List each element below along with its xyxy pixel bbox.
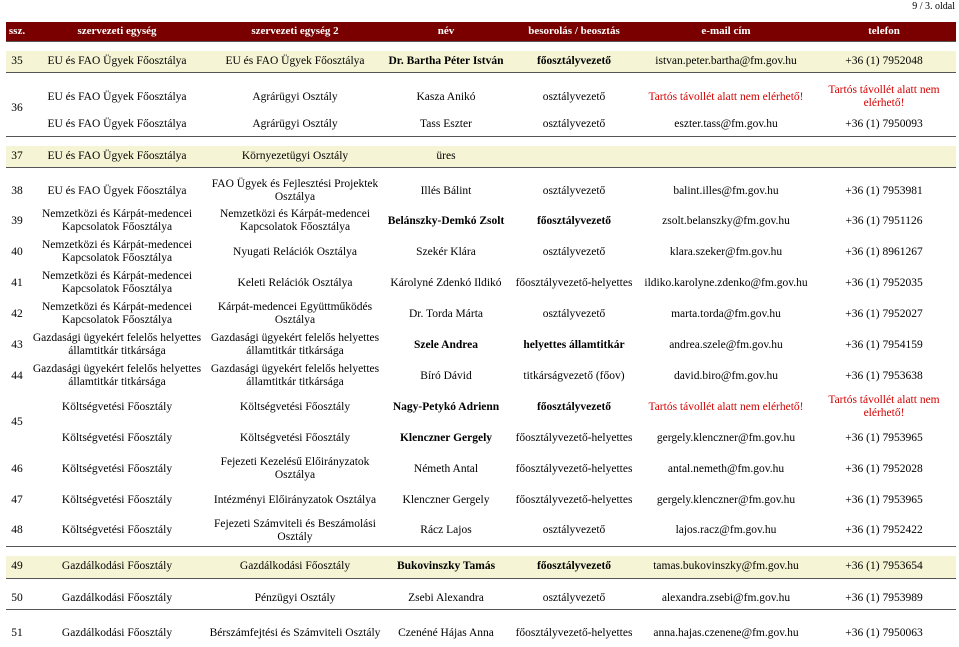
row-number: 48 (11, 524, 23, 537)
row-number: 43 (11, 338, 23, 351)
phone-cell: +36 (1) 7952422 (845, 524, 923, 537)
row-number: 47 (11, 493, 23, 506)
table-row (6, 146, 956, 167)
unit-cell: Gazdasági ügyekért felelős helyettes államtitkár titkársága (32, 363, 202, 388)
page-number: 9 / 3. oldal (912, 1, 955, 12)
unit2-cell: Nemzetközi és Kárpát-medencei Kapcsolatok Főosztálya (219, 208, 371, 233)
row-number: 39 (11, 214, 23, 227)
table-row (6, 299, 956, 330)
title-cell: osztályvezető (542, 307, 606, 320)
title-cell: osztályvezető (542, 90, 606, 103)
col-phone: telefon (812, 22, 956, 42)
unit2-cell: FAO Ügyek és Fejlesztési Projektek Osztálya (211, 178, 379, 203)
unit2-cell: Gazdasági ügyekért felelős helyettes államtitkár titkársága (210, 363, 380, 388)
phone-cell: +36 (1) 7950093 (845, 117, 923, 130)
name-cell: Zsebi Alexandra (408, 591, 484, 604)
title-cell: osztályvezető (542, 591, 606, 604)
email-cell: marta.torda@fm.gov.hu (671, 307, 781, 320)
unit-cell: Gazdálkodási Főosztály (28, 556, 206, 578)
unit2-cell: Keleti Relációk Osztálya (237, 276, 353, 289)
unit2-cell: Pénzügyi Osztály (254, 591, 336, 604)
row-number: 51 (11, 626, 23, 639)
phone-cell: +36 (1) 8961267 (845, 245, 923, 258)
phone-cell: +36 (1) 7953981 (845, 184, 923, 197)
table-header (6, 22, 956, 42)
unit2-cell: Költségvetési Főosztály (239, 400, 351, 413)
name-cell: Illés Bálint (420, 184, 472, 197)
col-title: besorolás / beosztás (508, 22, 640, 42)
unit-cell: Költségvetési Főosztály (61, 493, 173, 506)
col-ssz: ssz. (6, 22, 28, 42)
email-cell: gergely.klenczner@fm.gov.hu (656, 493, 796, 506)
name-cell: Bukovinszky Tamás (384, 556, 508, 578)
title-cell: főosztályvezető-helyettes (515, 493, 633, 506)
title-cell (508, 146, 640, 167)
col-unit2: szervezeti egység 2 (206, 22, 384, 42)
table-row (6, 454, 956, 485)
title-cell: főosztályvezető (536, 400, 612, 413)
title-cell: főosztályvezető-helyettes (515, 431, 633, 444)
row-number: 50 (11, 591, 23, 604)
phone-cell: +36 (1) 7952048 (812, 51, 956, 72)
table-row (6, 51, 956, 72)
title-cell: titkárságvezető (főov) (523, 369, 625, 382)
phone-cell: +36 (1) 7954159 (845, 338, 923, 351)
row-number: 36 (11, 102, 23, 115)
table-row (6, 556, 956, 578)
unit2-cell: Fejezeti Számviteli és Beszámolási Osztály (214, 517, 376, 543)
unit2-cell: Kárpát-medencei Együttműködés Osztálya (217, 301, 373, 326)
unit2-cell: Gazdálkodási Főosztály (206, 556, 384, 578)
col-name: név (384, 22, 508, 42)
table-row (6, 588, 956, 610)
row-number: 41 (11, 276, 23, 289)
email-cell: lajos.racz@fm.gov.hu (675, 524, 777, 537)
name-cell: Dr. Torda Márta (408, 307, 484, 320)
unit-cell: Nemzetközi és Kárpát-medencei Kapcsolatok Főosztálya (41, 301, 193, 326)
name-cell: Németh Antal (413, 462, 479, 475)
row-number: 37 (6, 146, 28, 167)
phone-cell: +36 (1) 7953654 (812, 556, 956, 578)
unit2-cell: Agrárügyi Osztály (252, 90, 338, 103)
table-row (6, 361, 956, 392)
unit-cell: Gazdálkodási Főosztály (61, 626, 173, 639)
title-cell: főosztályvezető-helyettes (515, 626, 633, 639)
row-number: 45 (11, 416, 23, 428)
unit2-cell: Agrárügyi Osztály (252, 117, 338, 130)
email-cell: istvan.peter.bartha@fm.gov.hu (640, 51, 812, 72)
title-cell: főosztályvezető-helyettes (515, 276, 633, 289)
phone-cell: +36 (1) 7953638 (845, 369, 923, 382)
phone-cell: +36 (1) 7952028 (845, 462, 923, 475)
table-row (6, 330, 956, 361)
title-cell: helyettes államtitkár (523, 338, 625, 351)
phone-cell: +36 (1) 7952027 (845, 307, 923, 320)
row-number: 49 (6, 556, 28, 578)
staff-table (6, 22, 956, 647)
phone-cell (812, 146, 956, 167)
email-cell: Tartós távollét alatt nem elérhető! (648, 400, 804, 413)
table-row (6, 82, 956, 113)
email-cell: alexandra.zsebi@fm.gov.hu (661, 591, 791, 604)
col-email: e-mail cím (640, 22, 812, 42)
unit2-cell: Környezetügyi Osztály (206, 146, 384, 167)
title-cell: osztályvezető (542, 184, 606, 197)
phone-cell: +36 (1) 7950063 (845, 626, 923, 639)
table-row (6, 619, 956, 647)
email-cell: ildiko.karolyne.zdenko@fm.gov.hu (644, 276, 808, 289)
unit-cell: EU és FAO Ügyek Főosztálya (28, 146, 206, 167)
name-cell: Rácz Lajos (420, 524, 472, 537)
row-number: 46 (11, 462, 23, 475)
unit-cell: Nemzetközi és Kárpát-medencei Kapcsolatok Főosztálya (41, 239, 193, 264)
phone-cell: +36 (1) 7953965 (845, 431, 923, 444)
phone-cell: +36 (1) 7952035 (845, 276, 923, 289)
unit-cell: EU és FAO Ügyek Főosztálya (47, 184, 187, 197)
unit-cell: EU és FAO Ügyek Főosztálya (47, 117, 187, 130)
title-cell: osztályvezető (542, 524, 606, 537)
email-cell: david.biro@fm.gov.hu (673, 369, 779, 382)
unit-cell: Nemzetközi és Kárpát-medencei Kapcsolatok Főosztálya (41, 208, 193, 233)
col-unit: szervezeti egység (28, 22, 206, 42)
name-cell: Klenczner Gergely (402, 493, 490, 506)
name-cell: Nagy-Petykó Adrienn (392, 400, 500, 413)
table-row (6, 237, 956, 268)
unit-cell: EU és FAO Ügyek Főosztálya (47, 90, 187, 103)
phone-cell: Tartós távollét alatt nem elérhető! (828, 84, 940, 109)
email-cell: antal.nemeth@fm.gov.hu (667, 462, 785, 475)
row-number: 38 (11, 184, 23, 197)
unit-cell: Költségvetési Főosztály (61, 400, 173, 413)
name-cell: Kasza Anikó (416, 90, 476, 103)
unit2-cell: Intézményi Előirányzatok Osztálya (213, 493, 377, 506)
email-cell: zsolt.belanszky@fm.gov.hu (662, 214, 790, 227)
table-row (6, 485, 956, 516)
unit2-cell: Bérszámfejtési és Számviteli Osztály (209, 626, 381, 639)
row-number: 40 (11, 245, 23, 258)
unit-cell: Gazdasági ügyekért felelős helyettes államtitkár titkársága (32, 332, 202, 357)
unit2-cell: Gazdasági ügyekért felelős helyettes államtitkár titkársága (210, 332, 380, 357)
unit2-cell: Fejezeti Kezelésű Előirányzatok Osztálya (220, 456, 370, 481)
name-cell: Tass Eszter (420, 117, 472, 130)
name-cell: Belánszky-Demkó Zsolt (387, 214, 505, 227)
unit2-cell: Költségvetési Főosztály (239, 431, 351, 444)
name-cell: Dr. Bartha Péter István (384, 51, 508, 72)
row-number: 44 (11, 369, 23, 382)
email-cell: eszter.tass@fm.gov.hu (674, 117, 778, 130)
email-cell: gergely.klenczner@fm.gov.hu (656, 431, 796, 444)
unit-cell: Nemzetközi és Kárpát-medencei Kapcsolatok Főosztálya (41, 270, 193, 295)
title-cell: főosztályvezető (536, 214, 612, 227)
unit2-cell: Nyugati Relációk Osztálya (233, 245, 357, 258)
name-cell: üres (384, 146, 508, 167)
name-cell: Bíró Dávid (420, 369, 472, 382)
email-cell (640, 146, 812, 167)
unit-cell: Költségvetési Főosztály (61, 462, 173, 475)
phone-cell: +36 (1) 7953989 (845, 591, 923, 604)
title-cell: osztályvezető (542, 117, 606, 130)
row-number: 35 (6, 51, 28, 72)
title-cell: főosztályvezető-helyettes (515, 462, 633, 475)
phone-cell: Tartós távollét alatt nem elérhető! (828, 394, 940, 419)
table-row (6, 516, 956, 547)
name-cell: Szekér Klára (416, 245, 476, 258)
email-cell: klara.szeker@fm.gov.hu (669, 245, 783, 258)
phone-cell: +36 (1) 7953965 (845, 493, 923, 506)
unit-cell: Költségvetési Főosztály (61, 431, 173, 444)
email-cell: andrea.szele@fm.gov.hu (669, 338, 783, 351)
name-cell: Szele Andrea (414, 338, 478, 351)
unit-cell: EU és FAO Ügyek Főosztálya (28, 51, 206, 72)
unit2-cell: EU és FAO Ügyek Főosztálya (206, 51, 384, 72)
name-cell: Czenéné Hájas Anna (398, 626, 494, 639)
email-cell: Tartós távollét alatt nem elérhető! (648, 90, 804, 103)
table-row (6, 177, 956, 206)
email-cell: tamas.bukovinszky@fm.gov.hu (640, 556, 812, 578)
row-number: 42 (11, 307, 23, 320)
title-cell: főosztályvezető (508, 556, 640, 578)
title-cell: osztályvezető (542, 245, 606, 258)
name-cell: Klenczner Gergely (399, 431, 493, 444)
phone-cell: +36 (1) 7951126 (845, 214, 923, 227)
table-row (6, 423, 956, 454)
table-row (6, 392, 956, 423)
table-row (6, 113, 956, 137)
email-cell: balint.illes@fm.gov.hu (673, 184, 779, 197)
unit-cell: Gazdálkodási Főosztály (61, 591, 173, 604)
table-row (6, 206, 956, 237)
table-row (6, 268, 956, 299)
unit-cell: Költségvetési Főosztály (61, 524, 173, 537)
email-cell: anna.hajas.czenene@fm.gov.hu (653, 626, 799, 639)
title-cell: főosztályvezető (508, 51, 640, 72)
name-cell: Károlyné Zdenkó Ildikó (390, 276, 502, 289)
